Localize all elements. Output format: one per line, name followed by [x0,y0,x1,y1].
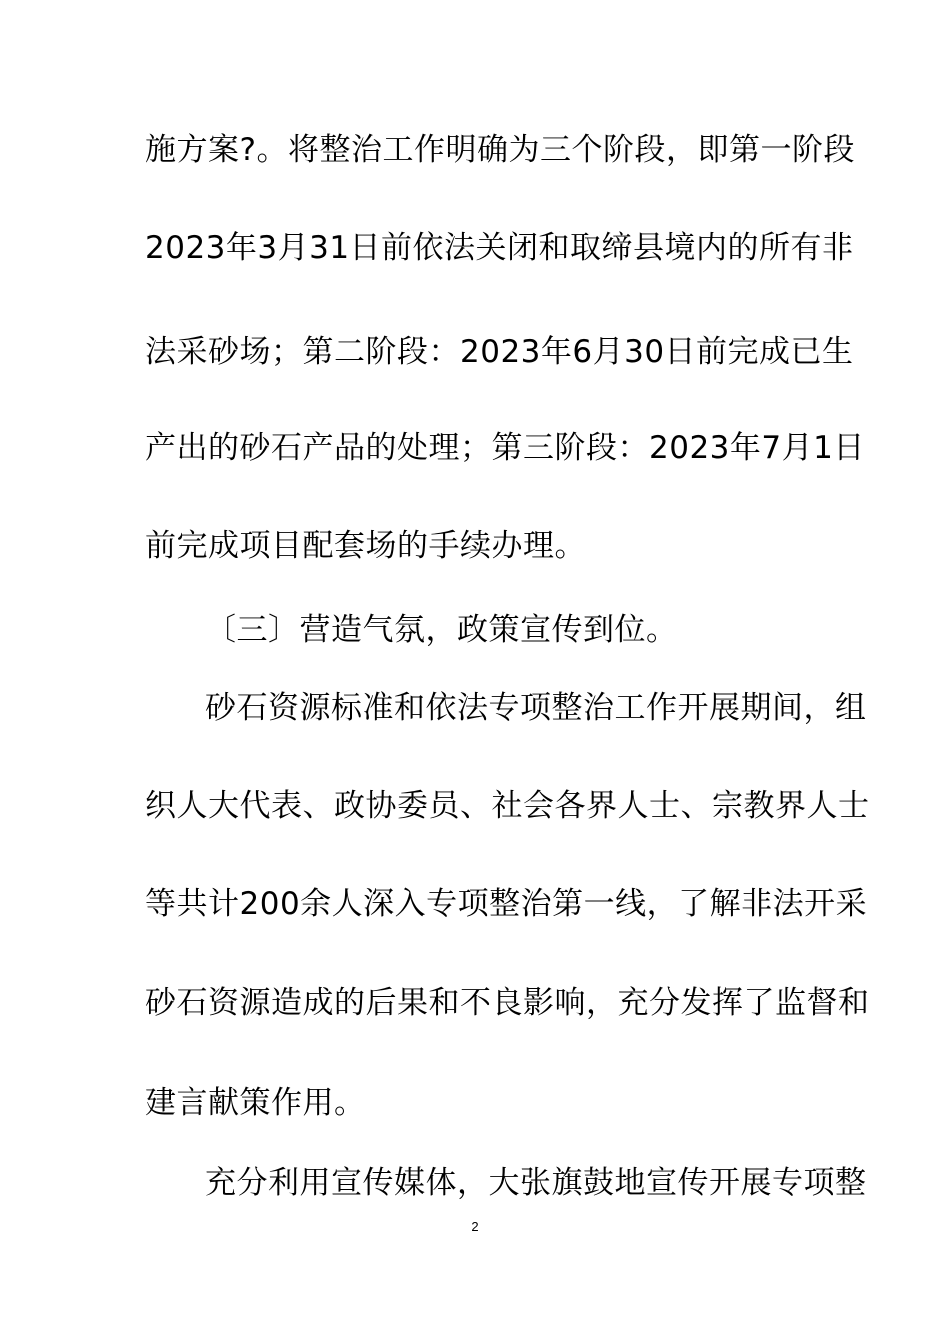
paragraph-first-line: 充分利用宣传媒体，大张旗鼓地宣传开展专项整 [205,1165,867,1201]
text-line: 砂石资源造成的后果和不良影响，充分发挥了监督和 [145,985,870,1021]
text-line: 建言献策作用。 [145,1085,366,1121]
text-line: 产出的砂石产品的处理；第三阶段：2023年7月1日 [145,430,865,466]
text-line: 织人大代表、政协委员、社会各界人士、宗教界人士 [145,788,870,824]
text-line: 施方案?。将整治工作明确为三个阶段，即第一阶段 [145,132,855,168]
text-line: 2023年3月31日前依法关闭和取缔县境内的所有非 [145,230,854,266]
text-line: 法采砂场；第二阶段：2023年6月30日前完成已生 [145,334,854,370]
text-line: 等共计200余人深入专项整治第一线，了解非法开采 [145,886,868,922]
text-line: 前完成项目配套场的手续办理。 [145,528,586,564]
section-heading: 〔三〕营造气氛，政策宣传到位。 [205,612,678,648]
paragraph-first-line: 砂石资源标准和依法专项整治工作开展期间，组 [205,690,867,726]
page-number: 2 [471,1219,479,1234]
